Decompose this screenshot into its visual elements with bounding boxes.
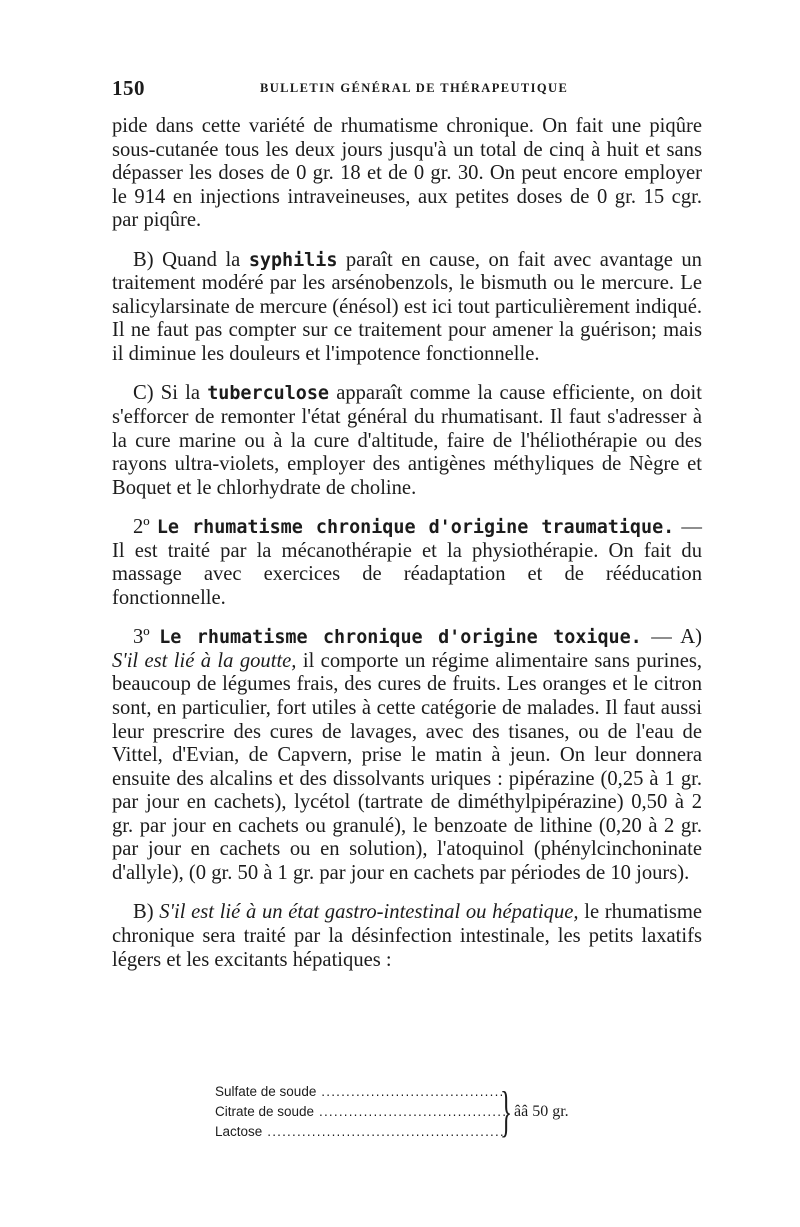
grouping-brace: } — [500, 1081, 513, 1143]
text-run: le rhumatisme chronique sera traité par la désinfection intestinale, les petits laxatifs légers et les excitants hépatiques : — [112, 901, 702, 971]
text-run: B) — [133, 901, 160, 924]
prescription-row — [215, 1082, 635, 1102]
dose-label: ââ 50 gr. — [514, 1103, 569, 1120]
paragraph — [112, 626, 702, 885]
ingredient-name: Lactose ..... — [215, 1122, 505, 1142]
italic-phrase: S'il est lié à un état gastro-intestinal ou hépatique, — [159, 901, 579, 924]
text-run: apparaît comme la cause efficiente, on doit s'efforcer de remonter l'état général du rhumatisant. Il faut s'adresser à la cure marine ou à la cure d'altitude, faire de l'héliothérapie ou des rayons ultra-violets, employer des antigènes méthyliques de Nègre et Boquet et le chlorhydrate de choline. — [112, 382, 702, 499]
paragraph — [112, 249, 702, 367]
prescription-row — [215, 1102, 635, 1122]
text-run: C) Si la — [133, 382, 208, 405]
text-run: 3º — [133, 626, 160, 649]
text-run: — A) — [641, 626, 703, 649]
body-text — [112, 115, 702, 988]
text-run: B) Quand la — [133, 248, 249, 271]
paragraph — [112, 382, 702, 500]
page-header — [112, 76, 702, 100]
paragraph — [112, 901, 702, 972]
ingredient-name: Citrate de soude ..... — [215, 1102, 505, 1122]
page-number: 150 — [112, 76, 145, 100]
text-run: il comporte un régime alimentaire sans purines, beaucoup de légumes frais, des cures de fruits. Les oranges et le citron sont, en particulier, fort utiles à cette catégorie de malades. Il faut aussi leur prescrire des cures de lavages, avec des tisanes, ou de l'eau de Vittel, d'Evian, de Capvern, prise le matin à jeun. On leur donnera ensuite des alcalins et des dissolvants uriques : pipérazine (0,25 à 1 gr. par jour en cachets), lycétol (tartrate de diméthylpipérazine) 0,50 à 2 gr. par jour en cachets ou granulé), le benzoate de lithine (0,20 à 2 gr. par jour en cachets ou en solution), l'atoquinol (phénylcinchoninate d'allyle), (0 gr. 50 à 1 gr. par jour en cachets par périodes de 10 jours). — [112, 649, 702, 884]
text-run: paraît en cause, on fait avec avantage un traitement modéré par les arsénobenzols, le bismuth ou le mercure. Le salicylarsinate de mercure (énésol) est ici tout particulièrement indiqué. Il ne faut pas compter sur ce traitement pour amener la guérison; mais il diminue les douleurs et l'impotence fonctionnelle. — [112, 248, 702, 365]
bold-term: tuberculose — [207, 383, 329, 405]
text-run: 2º — [133, 516, 157, 539]
running-title: BULLETIN GÉNÉRAL DE THÉRAPEUTIQUE — [260, 81, 569, 95]
ingredient-name: Sulfate de soude ..... — [215, 1082, 505, 1102]
paragraph — [112, 516, 702, 610]
bold-term: Le rhumatisme chronique d'origine toxique. — [159, 627, 642, 649]
prescription — [215, 1082, 635, 1142]
text-run: pide dans cette variété de rhumatisme chronique. On fait une piqûre sous-cutanée tous les deux jours jusqu'à un total de cinq à huit et sans dépasser les doses de 0 gr. 18 et de 0 gr. 30. On peut encore employer le 914 en injections intraveineuses, aux petites doses de 0 gr. 15 cgr. par piqûre. — [112, 115, 702, 232]
text-run: — Il est traité par la mécanothérapie et la physiothérapie. On fait du massage avec exercices de réadaptation et de rééducation fonctionnelle. — [112, 516, 702, 609]
prescription-row — [215, 1122, 635, 1142]
paragraph — [112, 115, 702, 233]
italic-phrase: S'il est lié à la goutte, — [112, 649, 297, 672]
bold-term: syphilis — [248, 249, 338, 271]
bold-term: Le rhumatisme chronique d'origine traumatique. — [156, 517, 675, 539]
